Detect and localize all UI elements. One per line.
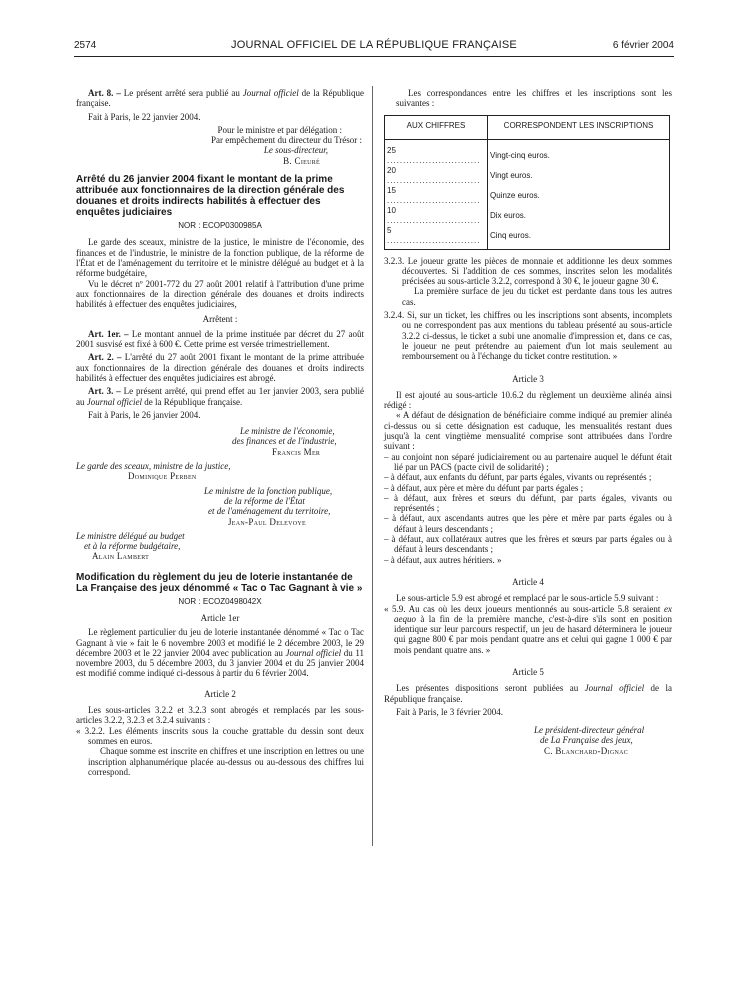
article-5-text: Les présentes dispositions seront publiées au Journal officiel de la République française. — [384, 683, 672, 704]
article-heading: Article 4 — [512, 576, 544, 587]
subarticle-323: 3.2.3. Le joueur gratte les pièces de monnaie et additionne les deux sommes découvertes. Si l'addition de ces sommes, inscrites selon les modalités précisées au sous-article 3.2.2, correspond à 30 €, le joueur gagne 30 €. — [384, 255, 672, 287]
signature-fonction-publique: Le ministre de la fonction publique, de la réforme de l'État et de l'aménagement du territoire, Jean-Paul Delevoye — [204, 485, 333, 527]
signature-line: Pour le ministre et par délégation : — [217, 124, 342, 135]
table-row: 10 ..... Dix euros. — [385, 206, 670, 226]
journal-title: JOURNAL OFFICIEL DE LA RÉPUBLIQUE FRANÇAISE — [231, 39, 517, 51]
list-item: – à défaut, aux père et mère du défunt par parts égales ; — [384, 482, 584, 493]
subarticle-323-cont: La première surface de jeu du ticket est perdante dans tous les autres cas. — [402, 286, 672, 307]
subarticle-322: « 3.2.2. Les éléments inscrits sous la couche grattable du dessin sont deux sommes en euros. — [76, 725, 364, 746]
nor-reference: NOR : ECOP0300985A — [178, 221, 262, 231]
correspondence-intro: Les correspondances entre les chiffres et les inscriptions sont les suivantes : — [396, 88, 672, 109]
header-rule — [74, 56, 674, 57]
signature-line: Le sous-directeur, — [263, 145, 328, 156]
table-row: 20 ..... Vingt euros. — [385, 166, 670, 186]
arrete-title: Arrêté du 26 janvier 2004 fixant le montant de la prime attribuée aux fonctionnaires de la direction générale des douanes et droits indirects habilités à effectuer des enquêtes judiciaires — [76, 174, 345, 219]
issue-date: 6 février 2004 — [612, 40, 674, 51]
left-column — [76, 88, 364, 777]
table-row: 15 ..... Quinze euros. — [385, 186, 670, 206]
list-item: – à défaut, aux collatéraux autres que les frères et sœurs par parts égales ou à défaut à leurs descendants ; — [384, 534, 672, 555]
article-1-text: Le règlement particulier du jeu de loterie instantanée dénommé « Tac o Tac Gagnant à vie » fait le 6 novembre 2003 et modifié le 2 décembre 2003, le 29 décembre 2003 et le 22 janvier 2004 avec publication au Journal officiel du 11 novembre 2003, du 5 décembre 2003, du 3 janvier 2004 et du 25 janvier 2004 est modifié comme indiqué ci-dessous à partir du 6 février 2004. — [76, 627, 364, 679]
subarticle-324: 3.2.4. Si, sur un ticket, les chiffres ou les inscriptions sont absents, incomplets ou ne correspondent pas aux mentions du tableau présenté au sous-article 3.2.2 ci-dessus, le ticket a subi une anomalie d'impression et, dans ce cas, le joueur ne peut prétendre au paiement d'un lot mais seulement au remboursement ou à l'échange du ticket contre restitution. » — [384, 310, 672, 362]
list-item: – à défaut, aux autres héritiers. » — [384, 554, 502, 565]
article-4-text: Le sous-article 5.9 est abrogé et remplacé par le sous-article 5.9 suivant : — [396, 593, 659, 604]
column-divider — [372, 86, 373, 846]
visa: Vu le décret nº 2001-772 du 27 août 2001 relatif à l'attribution d'une prime aux fonctionnaires de la direction générale des douanes et droits indirects habilités à effectuer des enquêtes judiciaires, — [76, 278, 364, 310]
page-header — [74, 38, 674, 54]
article-3-quote: « A défaut de désignation de bénéficiaire comme indiqué au premier alinéa ci-dessus ou si cette désignation est caduque, les mensualités restant dues jusqu'à la cent vingtième mensualité comprise sont attribuées dans l'ordre suivant : — [384, 410, 672, 452]
fait-a-paris-3: Fait à Paris, le 3 février 2004. — [396, 706, 503, 717]
list-item: – à défaut, aux frères et sœurs du défunt, par parts égales, vivants ou représentés ; — [384, 492, 672, 514]
subarticle-59: « 5.9. Au cas où les deux joueurs mentionnés au sous-article 5.8 seraient ex aequo à la fin de la première manche, c'est-à-dire s'ils sont en position identique sur leur parcours respectif, un jeu de hasard déterminera le joueur qui gagne 800 € par mois pendant quatre ans et celui qui gagne 1 000 € par mois pendant quatre ans. » — [384, 603, 672, 655]
signatory-name: B. Cieuré — [283, 155, 320, 166]
modification-title: Modification du règlement du jeu de loterie instantanée de La Française des jeux dénommé « Tac o Tac Gagnant à vie » — [76, 571, 363, 594]
list-item: – à défaut, aux enfants du défunt, par parts égales, vivants ou représentés ; — [384, 472, 652, 483]
preamble: Le garde des sceaux, ministre de la justice, le ministre de l'économie, des finances et de l'industrie, le ministre de la fonction publique, de la réforme de l'État et de l'aménagement du territoire et le ministre délégué au budget et à la réforme budgétaire, — [76, 237, 364, 279]
article-heading: Article 1er — [200, 612, 240, 623]
fait-a-paris-1: Fait à Paris, le 22 janvier 2004. — [88, 111, 201, 122]
page-number: 2574 — [74, 40, 97, 51]
subarticle-322-cont: Chaque somme est inscrite en chiffres et une inscription en lettres ou une inscription alphanumérique placée au-dessus ou au-dessous des chiffres lui correspond. — [88, 746, 364, 777]
table-row: 5 ..... Cinq euros. — [385, 226, 670, 250]
article-1: Art. 1er. – Le montant annuel de la prime instituée par décret du 27 août 2001 susvisé est fixé à 600 €. Cette prime est versée trimestriellement. — [76, 328, 364, 350]
article-heading: Article 5 — [512, 666, 544, 677]
correspondence-table — [384, 115, 670, 250]
article-3: Art. 3. – Le présent arrêté, qui prend effet au 1er janvier 2003, sera publié au Journal officiel de la République française. — [76, 386, 364, 407]
fait-a-paris-2: Fait à Paris, le 26 janvier 2004. — [88, 409, 201, 420]
table-row: 25 ..... Vingt-cinq euros. — [385, 146, 670, 166]
article-2: Art. 2. – L'arrêté du 27 août 2001 fixant le montant de la prime attribuée aux fonctionnaires de la direction générale des douanes et droits indirects habilités à effectuer des enquêtes judiciaires est abrogé. — [76, 352, 365, 383]
list-item: – à défaut, aux ascendants autres que les père et mère par parts égales ou à défaut à leurs descendants ; — [384, 513, 672, 534]
signature-pdg: Le président-directeur général de La Française des jeux, C. Blanchard-Dignac — [534, 725, 645, 756]
right-column — [384, 88, 672, 756]
table-header: AUX CHIFFRES — [385, 115, 488, 139]
signature-budget: Le ministre délégué au budget et à la réforme budgétaire, Alain Lambert — [76, 530, 185, 562]
article-3-text: Il est ajouté au sous-article 10.6.2 du règlement un deuxième alinéa ainsi rédigé : — [384, 389, 672, 411]
signature-justice: Le garde des sceaux, ministre de la justice, Dominique Perben — [76, 461, 231, 482]
arretent: Arrêtent : — [202, 314, 238, 325]
article-heading: Article 2 — [204, 688, 236, 699]
table-header: CORRESPONDENT LES INSCRIPTIONS — [488, 115, 670, 139]
nor-reference: NOR : ECOZ0498042X — [178, 596, 262, 606]
article-heading: Article 3 — [512, 373, 544, 384]
signature-economie: Le ministre de l'économie, des finances et de l'industrie, Francis Mer — [232, 426, 337, 457]
article-8: Art. 8. – Le présent arrêté sera publié au Journal officiel de la République française. — [76, 88, 364, 109]
article-2-text: Les sous-articles 3.2.2 et 3.2.3 sont abrogés et remplacés par les sous-articles 3.2.2, 3.2.3 et 3.2.4 suivants : — [76, 705, 364, 726]
signature-line: Par empêchement du directeur du Trésor : — [211, 135, 362, 146]
list-item: – au conjoint non séparé judiciairement ou au partenaire auquel le défunt était lié par un PACS (pacte civil de solidarité) ; — [384, 451, 672, 472]
